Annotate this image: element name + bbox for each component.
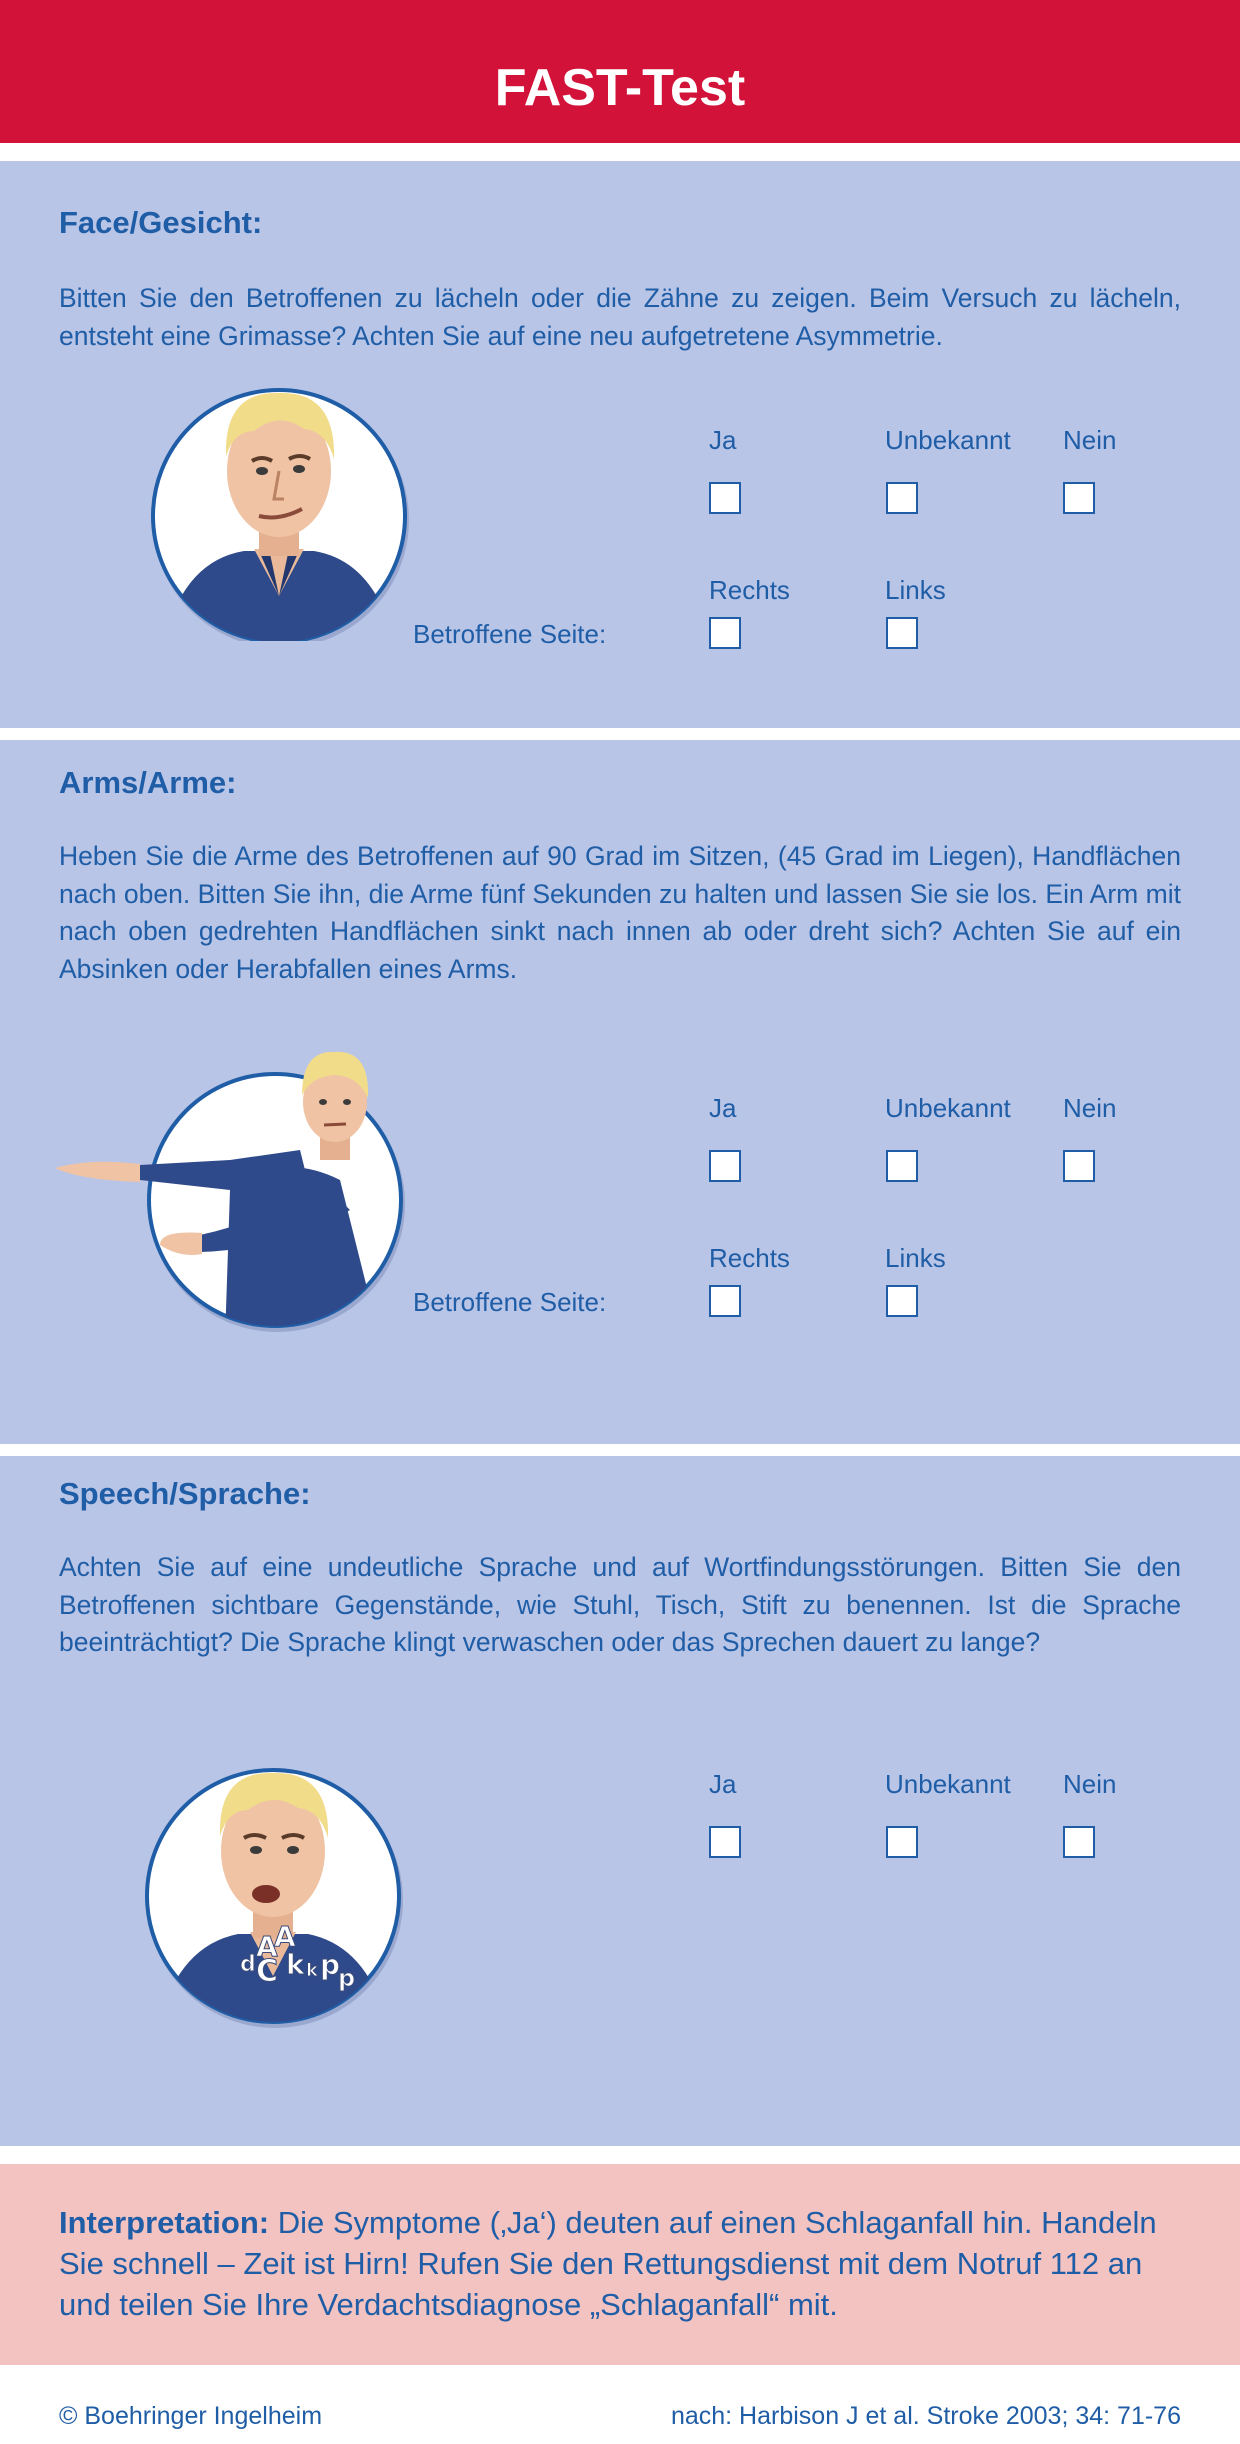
arms-label-no: Nein xyxy=(1063,1093,1117,1123)
interpretation-body: Die Symptome (‚Ja‘) deuten auf einen Schlaganfall hin. Handeln Sie schnell – Zeit ist Hirn! Rufen Sie den Rettungsdienst mit dem Notruf 112 an und teilen Sie Ihre Verdachtsdiagnose „Schlaganfall“ mit. xyxy=(59,2205,1157,2322)
copyright-notice: © Boehringer Ingelheim xyxy=(59,2402,323,2430)
arms-instructions: Heben Sie die Arme des Betroffenen auf 90 Grad im Sitzen, (45 Grad im Liegen), Handflächen nach oben. Bitten Sie ihn, die Arme fünf Sekunden zu halten und lassen Sie sie los. Ein Arm mit nach oben gedrehten Handflächen sinkt nach innen ab oder dreht sich? Achten Sie auf ein Absinken oder Herabfallen eines Arms. xyxy=(59,841,1181,984)
speech-section xyxy=(0,1456,1240,2146)
speech-letter: p xyxy=(338,1964,356,1992)
speech-label-no: Nein xyxy=(1063,1769,1117,1799)
speech-yes-checkbox[interactable] xyxy=(709,1826,741,1858)
speech-letter: k xyxy=(306,1960,318,1981)
face-label-right: Rechts xyxy=(709,575,790,605)
interpretation-text xyxy=(59,2202,1189,2325)
face-section xyxy=(0,161,1240,728)
arms-unknown-checkbox[interactable] xyxy=(886,1150,918,1182)
face-illustration xyxy=(144,371,414,641)
speech-letter: k xyxy=(286,1948,305,1981)
speech-unknown-checkbox[interactable] xyxy=(886,1826,918,1858)
face-affected-side-label: Betroffene Seite: xyxy=(413,619,607,649)
arms-left-checkbox[interactable] xyxy=(886,1285,918,1317)
arms-no-checkbox[interactable] xyxy=(1063,1150,1095,1182)
arms-yes-checkbox[interactable] xyxy=(709,1150,741,1182)
speech-instructions: Achten Sie auf eine undeutliche Sprache und auf Wortfindungsstörungen. Bitten Sie den Betroffenen sichtbare Gegenstände, wie Stuhl, Tisch, Stift zu benennen. Ist die Sprache beeinträchtigt? Die Sprache klingt verwaschen oder das Sprechen dauert zu lange? xyxy=(59,1552,1181,1657)
speech-label-unknown: Unbekannt xyxy=(885,1769,1011,1799)
speech-title: Speech/Sprache: xyxy=(59,1476,311,1511)
source-citation: nach: Harbison J et al. Stroke 2003; 34: 71-76 xyxy=(670,2402,1181,2430)
face-title: Face/Gesicht: xyxy=(59,205,263,240)
interpretation-label: Interpretation: xyxy=(59,2205,270,2240)
speech-illustration xyxy=(138,1746,408,2036)
arms-label-yes: Ja xyxy=(709,1093,737,1123)
arms-section xyxy=(0,740,1240,1444)
face-label-no: Nein xyxy=(1063,425,1117,455)
face-instructions: Bitten Sie den Betroffenen zu lächeln oder die Zähne zu zeigen. Beim Versuch zu lächeln, entsteht eine Grimasse? Achten Sie auf eine neu aufgetretene Asymmetrie. xyxy=(59,283,1181,351)
arms-affected-side-label: Betroffene Seite: xyxy=(413,1287,607,1317)
face-unknown-checkbox[interactable] xyxy=(886,482,918,514)
page-title: FAST-Test xyxy=(494,59,746,117)
speech-no-checkbox[interactable] xyxy=(1063,1826,1095,1858)
arms-illustration xyxy=(50,1040,420,1340)
arms-title: Arms/Arme: xyxy=(59,765,237,800)
arms-label-unknown: Unbekannt xyxy=(885,1093,1011,1123)
interpretation-box xyxy=(0,2164,1240,2365)
face-yes-checkbox[interactable] xyxy=(709,482,741,514)
face-right-checkbox[interactable] xyxy=(709,617,741,649)
speech-letter: C xyxy=(256,1954,279,1989)
arms-label-left: Links xyxy=(885,1243,946,1273)
speech-letter: A xyxy=(256,1930,278,1963)
face-label-left: Links xyxy=(885,575,946,605)
speech-letter: A xyxy=(274,1920,296,1953)
speech-letter: d xyxy=(240,1952,256,1977)
face-label-unknown: Unbekannt xyxy=(885,425,1011,455)
speech-letter: p xyxy=(320,1948,341,1981)
face-left-checkbox[interactable] xyxy=(886,617,918,649)
page-header xyxy=(0,0,1240,143)
face-label-yes: Ja xyxy=(709,425,737,455)
arms-right-checkbox[interactable] xyxy=(709,1285,741,1317)
speech-label-yes: Ja xyxy=(709,1769,737,1799)
arms-label-right: Rechts xyxy=(709,1243,790,1273)
face-no-checkbox[interactable] xyxy=(1063,482,1095,514)
